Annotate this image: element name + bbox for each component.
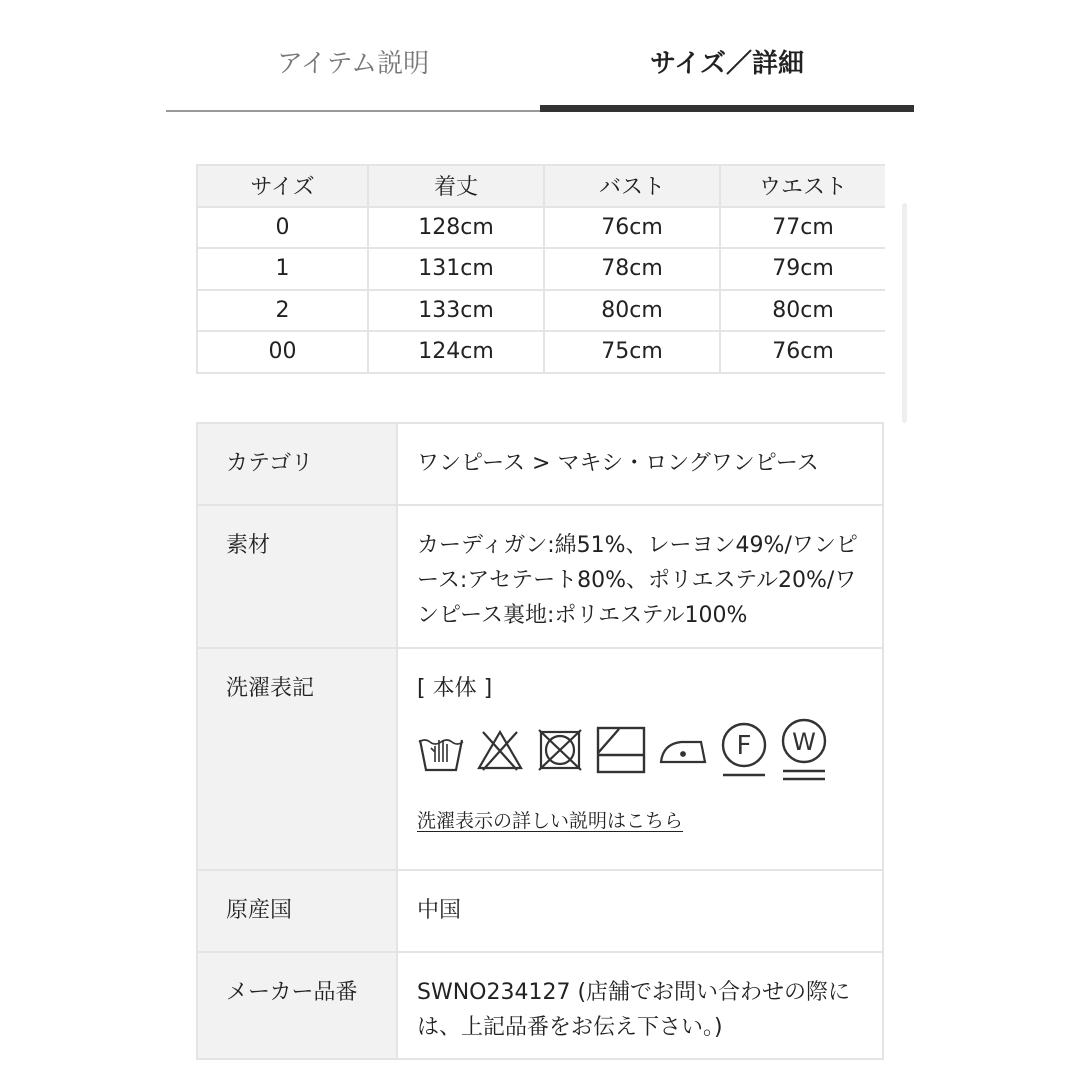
detail-label: 洗濯表記 [197, 648, 397, 870]
horizontal-scroll-indicator[interactable] [902, 203, 907, 423]
detail-label: カテゴリ [197, 423, 397, 505]
dry-clean-f-icon [719, 721, 769, 779]
table-cell: 1 [197, 248, 368, 290]
no-tumble-dry-icon [535, 728, 585, 772]
table-cell: 75cm [544, 331, 720, 373]
no-bleach-icon [475, 728, 525, 772]
maker-code-value: SWNO234127 (店舗でお問い合わせの際には、上記品番をお伝え下さい。) [397, 952, 883, 1059]
table-cell: 76cm [544, 207, 720, 249]
svg-text:W: W [792, 728, 816, 756]
table-cell: 78cm [544, 248, 720, 290]
tab-size-details[interactable]: サイズ／詳細 [540, 34, 914, 112]
column-header: バスト [544, 165, 720, 207]
care-subheading: [ 本体 ] [417, 676, 493, 701]
detail-row-material [197, 505, 883, 648]
detail-row-origin [197, 870, 883, 952]
care-label-explanation-link[interactable]: 洗濯表示の詳しい説明はこちら [417, 810, 684, 832]
care-icons [417, 718, 862, 782]
size-table-header [197, 165, 885, 207]
line-dry-shade-icon [595, 725, 647, 775]
table-cell: 2 [197, 290, 368, 332]
table-row [197, 248, 885, 290]
detail-row-category [197, 423, 883, 505]
detail-label: 素材 [197, 505, 397, 648]
column-header: サイズ [197, 165, 368, 207]
category-value: ワンピース > マキシ・ロングワンピース [397, 423, 883, 505]
tab-item-description[interactable]: アイテム説明 [166, 34, 540, 112]
table-row [197, 207, 885, 249]
svg-text:F: F [736, 731, 752, 761]
table-row [197, 290, 885, 332]
wet-clean-w-icon [779, 717, 829, 783]
detail-row-care [197, 648, 883, 870]
table-cell: 80cm [720, 290, 885, 332]
care-cell [397, 648, 883, 870]
detail-row-maker-code [197, 952, 883, 1059]
table-cell: 76cm [720, 331, 885, 373]
material-value: カーディガン:綿51%、レーヨン49%/ワンピース:アセテート80%、ポリエステル20%/ワンピース裏地:ポリエステル100% [397, 505, 883, 648]
table-cell: 0 [197, 207, 368, 249]
table-cell: 133cm [368, 290, 544, 332]
tab-bar [166, 34, 914, 114]
iron-low-icon [657, 730, 709, 770]
table-cell: 80cm [544, 290, 720, 332]
origin-value: 中国 [397, 870, 883, 952]
table-cell: 128cm [368, 207, 544, 249]
detail-table [196, 422, 884, 1060]
detail-label: メーカー品番 [197, 952, 397, 1059]
detail-label: 原産国 [197, 870, 397, 952]
table-cell: 131cm [368, 248, 544, 290]
table-cell: 124cm [368, 331, 544, 373]
table-row [197, 331, 885, 373]
table-cell: 77cm [720, 207, 885, 249]
size-table [196, 164, 885, 374]
column-header: 着丈 [368, 165, 544, 207]
column-header: ウエスト [720, 165, 885, 207]
hand-wash-icon [417, 728, 465, 772]
table-cell: 00 [197, 331, 368, 373]
table-cell: 79cm [720, 248, 885, 290]
